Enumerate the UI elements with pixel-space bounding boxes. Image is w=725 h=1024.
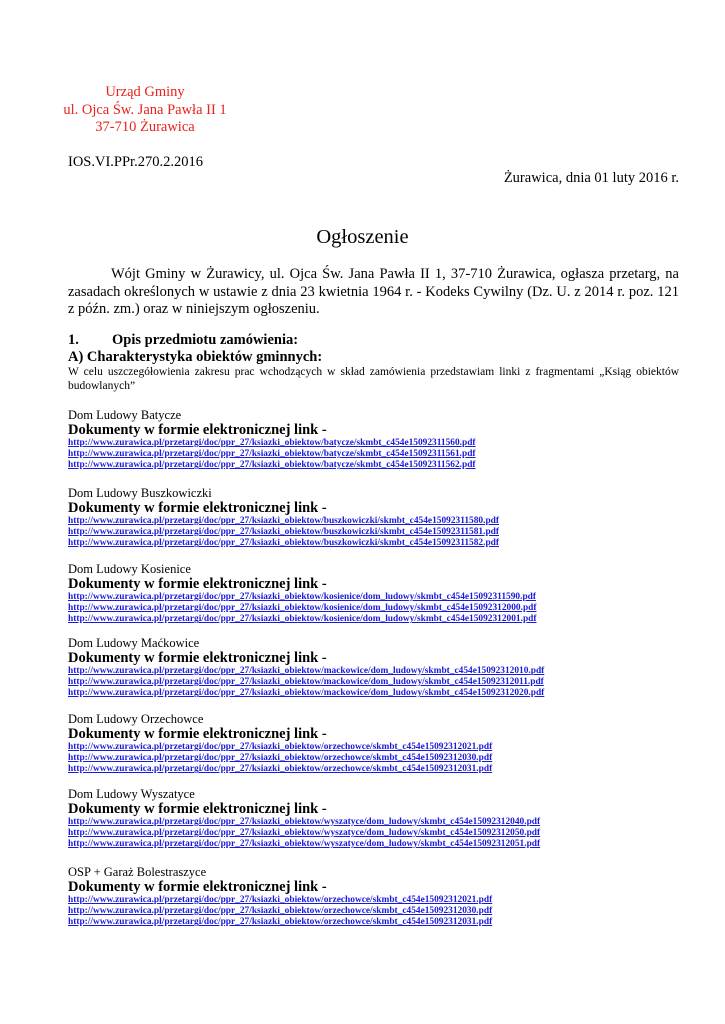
document-link[interactable]: http://www.zurawica.pl/przetargi/doc/ppr_27/ksiazki_obiektow/wyszatyce/dom_ludowy/skmbt_c454e15092312050.pdf bbox=[68, 828, 541, 839]
office-name: Urząd Gminy bbox=[105, 84, 185, 100]
group-name: Dom Ludowy Batycze bbox=[68, 408, 182, 422]
group-heading: Dokumenty w formie elektronicznej link - bbox=[68, 576, 327, 592]
group-heading: Dokumenty w formie elektronicznej link - bbox=[68, 801, 327, 817]
document-link[interactable]: http://www.zurawica.pl/przetargi/doc/ppr_27/ksiazki_obiektow/kosienice/dom_ludowy/skmbt_c454e15092311590.pdf bbox=[68, 592, 536, 602]
document-link[interactable]: http://www.zurawica.pl/przetargi/doc/ppr_27/ksiazki_obiektow/mackowice/dom_ludowy/skmbt_c454e15092312011.pdf bbox=[68, 677, 544, 688]
document-link[interactable]: http://www.zurawica.pl/przetargi/doc/ppr_27/ksiazki_obiektow/mackowice/dom_ludowy/skmbt_c454e15092312010.pdf bbox=[68, 666, 545, 676]
subsection-heading: A) Charakterystyka obiektów gminnych: bbox=[68, 349, 323, 365]
group-name: Dom Ludowy Maćkowice bbox=[68, 636, 200, 650]
group-heading: Dokumenty w formie elektronicznej link - bbox=[68, 879, 327, 895]
document-link[interactable]: http://www.zurawica.pl/przetargi/doc/ppr_27/ksiazki_obiektow/wyszatyce/dom_ludowy/skmbt_c454e15092312040.pdf bbox=[68, 817, 541, 827]
document-link[interactable]: http://www.zurawica.pl/przetargi/doc/ppr_27/ksiazki_obiektow/orzechowce/skmbt_c454e15092312021.pdf bbox=[68, 895, 493, 905]
document-link[interactable]: http://www.zurawica.pl/przetargi/doc/ppr_27/ksiazki_obiektow/kosienice/dom_ludowy/skmbt_c454e15092312001.pdf bbox=[68, 614, 537, 625]
group-name: Dom Ludowy Kosienice bbox=[68, 562, 191, 576]
section-title: Opis przedmiotu zamówienia: bbox=[112, 332, 299, 348]
intro-note: W celu uszczegółowienia zakresu prac wchodzących w skład zamówienia przedstawiam linki z fragmentami „Ksiąg obiektów budowlanych” bbox=[68, 366, 679, 392]
document-link[interactable]: http://www.zurawica.pl/przetargi/doc/ppr_27/ksiazki_obiektow/batycze/skmbt_c454e15092311562.pdf bbox=[68, 460, 476, 471]
office-postcode: 37-710 Żurawica bbox=[95, 119, 195, 135]
document-date: Żurawica, dnia 01 luty 2016 r. bbox=[503, 170, 679, 186]
page-title: Ogłoszenie bbox=[316, 226, 409, 248]
document-link[interactable]: http://www.zurawica.pl/przetargi/doc/ppr_27/ksiazki_obiektow/orzechowce/skmbt_c454e15092312021.pdf bbox=[68, 742, 493, 752]
document-link[interactable]: http://www.zurawica.pl/przetargi/doc/ppr_27/ksiazki_obiektow/mackowice/dom_ludowy/skmbt_c454e15092312020.pdf bbox=[68, 688, 545, 699]
reference-number: IOS.VI.PPr.270.2.2016 bbox=[68, 154, 203, 170]
group-name: Dom Ludowy Buszkowiczki bbox=[68, 486, 212, 500]
office-address bbox=[60, 84, 230, 137]
group-buszkowiczki bbox=[68, 486, 499, 550]
document-link[interactable]: http://www.zurawica.pl/przetargi/doc/ppr_27/ksiazki_obiektow/orzechowce/skmbt_c454e15092312031.pdf bbox=[68, 764, 493, 775]
group-heading: Dokumenty w formie elektronicznej link - bbox=[68, 422, 327, 438]
document-link[interactable]: http://www.zurawica.pl/przetargi/doc/ppr_27/ksiazki_obiektow/buszkowiczki/skmbt_c454e15092311581.pdf bbox=[68, 527, 500, 538]
group-wyszatyce bbox=[68, 787, 540, 851]
section-heading bbox=[68, 332, 298, 349]
group-batycze bbox=[68, 408, 476, 472]
group-kosienice bbox=[68, 562, 537, 626]
document-link[interactable]: http://www.zurawica.pl/przetargi/doc/ppr_27/ksiazki_obiektow/orzechowce/skmbt_c454e15092312031.pdf bbox=[68, 917, 493, 928]
document-link[interactable]: http://www.zurawica.pl/przetargi/doc/ppr_27/ksiazki_obiektow/buszkowiczki/skmbt_c454e15092311580.pdf bbox=[68, 516, 500, 526]
group-heading: Dokumenty w formie elektronicznej link - bbox=[68, 500, 327, 516]
intro-paragraph: Wójt Gminy w Żurawicy, ul. Ojca Św. Jana Pawła II 1, 37-710 Żurawica, ogłasza przetarg, na zasadach określonych w ustawie z dnia 23 kwietnia 1964 r. - Kodeks Cywilny (Dz. U. z 2014 r. poz. 121 z późn. zm.) oraz w niniejszym ogłoszeniu. bbox=[68, 266, 679, 317]
section-number: 1. bbox=[68, 332, 79, 348]
group-name: Dom Ludowy Wyszatyce bbox=[68, 787, 195, 801]
document-link[interactable]: http://www.zurawica.pl/przetargi/doc/ppr_27/ksiazki_obiektow/kosienice/dom_ludowy/skmbt_c454e15092312000.pdf bbox=[68, 603, 537, 614]
group-heading: Dokumenty w formie elektronicznej link - bbox=[68, 650, 327, 666]
document-link[interactable]: http://www.zurawica.pl/przetargi/doc/ppr_27/ksiazki_obiektow/batycze/skmbt_c454e15092311560.pdf bbox=[68, 438, 476, 448]
group-bolestraszyce bbox=[68, 865, 492, 929]
group-orzechowce bbox=[68, 712, 492, 776]
document-link[interactable]: http://www.zurawica.pl/przetargi/doc/ppr_27/ksiazki_obiektow/buszkowiczki/skmbt_c454e15092311582.pdf bbox=[68, 538, 500, 549]
document-link[interactable]: http://www.zurawica.pl/przetargi/doc/ppr_27/ksiazki_obiektow/batycze/skmbt_c454e15092311561.pdf bbox=[68, 449, 476, 460]
group-heading: Dokumenty w formie elektronicznej link - bbox=[68, 726, 327, 742]
office-street: ul. Ojca Św. Jana Pawła II 1 bbox=[63, 101, 227, 118]
group-name: OSP + Garaż Bolestraszyce bbox=[68, 865, 207, 879]
document-link[interactable]: http://www.zurawica.pl/przetargi/doc/ppr_27/ksiazki_obiektow/orzechowce/skmbt_c454e15092312030.pdf bbox=[68, 753, 493, 764]
document-link[interactable]: http://www.zurawica.pl/przetargi/doc/ppr_27/ksiazki_obiektow/wyszatyce/dom_ludowy/skmbt_c454e15092312051.pdf bbox=[68, 839, 541, 850]
document-link[interactable]: http://www.zurawica.pl/przetargi/doc/ppr_27/ksiazki_obiektow/orzechowce/skmbt_c454e15092312030.pdf bbox=[68, 906, 493, 917]
group-name: Dom Ludowy Orzechowce bbox=[68, 712, 204, 726]
group-mackowice bbox=[68, 636, 544, 700]
